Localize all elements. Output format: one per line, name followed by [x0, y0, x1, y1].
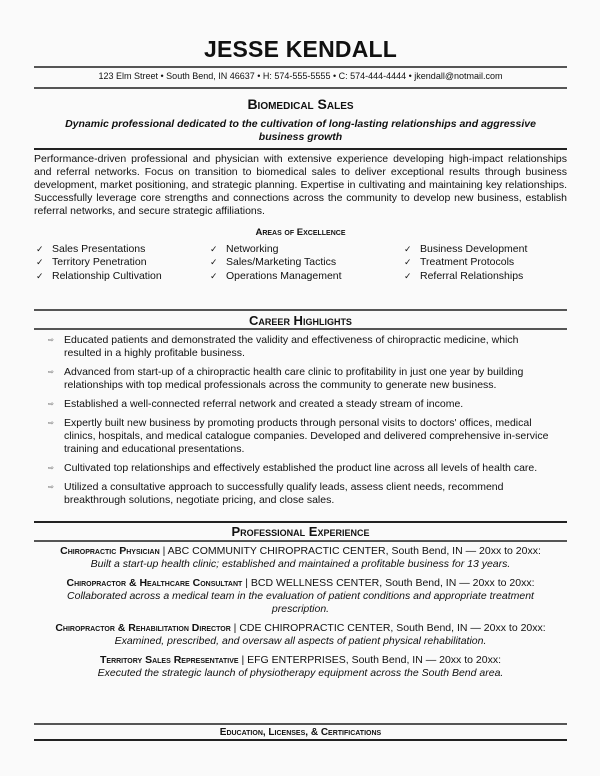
list-item: ⇨ Expertly built new business by promoting products through personal visits to doctors' offices, medical clinics, hospitals, and medical catalogue companies. Developed and delivered comprehensive in-service training and educational presentations. — [48, 417, 549, 455]
check-icon: ✓ — [404, 244, 412, 254]
list-item: ⇨ Educated patients and demonstrated the validity and effectiveness of chiropractic medicine, which resulted in a highly profitable business. — [48, 334, 519, 359]
check-icon: ✓ — [210, 244, 218, 254]
check-icon: ✓ — [404, 270, 412, 281]
aoe-item: ✓ Operations Management — [210, 269, 342, 282]
career-highlights-bottom-rule — [34, 328, 567, 330]
career-highlights-title: Career Highlights — [249, 313, 352, 328]
aoe-item: ✓ Sales/Marketing Tactics — [210, 256, 337, 269]
job-details: | BCD WELLNESS CENTER, South Bend, IN — 20xx to 20xx: — [242, 577, 535, 589]
aoe-item: ✓ Relationship Cultivation — [36, 269, 162, 282]
job-title: Chiropractor & Rehabilitation Director — [55, 622, 231, 634]
arrow-right-icon: ⇨ — [48, 401, 54, 408]
check-icon: ✓ — [404, 257, 412, 268]
check-icon: ✓ — [36, 257, 44, 268]
list-item: ⇨ Cultivated top relationships and effectively established the product line across all levels of health care. — [48, 462, 538, 474]
list-item: ⇨ Established a well-connected referral network and created a steady stream of income. — [48, 398, 464, 410]
candidate-name: JESSE KENDALL — [203, 36, 398, 62]
tagline: Dynamic professional dedicated to the cultivation of long-lasting relationships and aggressive business growth — [65, 118, 536, 143]
job-details: | CDE CHIROPRACTIC CENTER, South Bend, IN — 20xx to 20xx: — [230, 622, 546, 634]
aoe-item: ✓ Networking — [210, 243, 279, 255]
areas-of-excellence-title: Areas of Excellence — [255, 227, 346, 238]
arrow-right-icon: ⇨ — [48, 420, 54, 427]
education-bottom-rule — [34, 739, 567, 741]
check-icon: ✓ — [36, 244, 44, 254]
arrow-right-icon: ⇨ — [48, 465, 54, 472]
header-bottom-rule — [34, 87, 567, 89]
experience-bottom-rule — [34, 540, 567, 542]
education-top-rule — [34, 723, 567, 725]
career-highlights-top-rule — [34, 309, 567, 311]
check-icon: ✓ — [210, 257, 218, 268]
job-description: Collaborated across a medical team in the evaluation of patient conditions and appropriate treatment prescription. — [67, 590, 534, 615]
headline: Biomedical Sales — [247, 96, 354, 112]
job-details: | EFG ENTERPRISES, South Bend, IN — 20xx to 20xx: — [238, 654, 501, 666]
check-icon: ✓ — [36, 270, 44, 281]
job-description: Examined, prescribed, and oversaw all aspects of patient physical rehabilitation. — [114, 635, 487, 647]
arrow-right-icon: ⇨ — [48, 369, 54, 376]
aoe-column — [36, 243, 162, 283]
summary-paragraph: Performance-driven professional and physician with extensive experience developing high-impact relationships and referral networks. Focus on transition to biomedical sales to deliver exceptional results through business development, market positioning, and strategic planning. Expertise in cultivating and maintaining key relationships. Successfully leverage core strengths and connections across the community to develop new business, establish referral networks, and secure strategic affiliations. — [34, 153, 567, 217]
job-entry — [34, 577, 567, 616]
experience-list — [34, 545, 567, 686]
job-entry — [34, 545, 567, 571]
job-title: Chiropractic Physician — [60, 545, 160, 557]
job-entry — [34, 654, 567, 680]
career-highlights-list — [48, 334, 553, 513]
job-description: Executed the strategic launch of physiotherapy equipment across the South Bend area. — [97, 667, 504, 679]
arrow-right-icon: ⇨ — [48, 484, 54, 491]
job-entry — [34, 622, 567, 648]
job-title: Chiropractor & Healthcare Consultant — [66, 577, 243, 589]
experience-top-rule — [34, 521, 567, 523]
list-item: ⇨ Utilized a consultative approach to successfully qualify leads, assess client needs, recommend breakthrough solutions, negotiate pricing, and close sales. — [48, 481, 504, 506]
header-top-rule — [34, 66, 567, 68]
job-details: | ABC COMMUNITY CHIROPRACTIC CENTER, South Bend, IN — 20xx to 20xx: — [159, 545, 541, 557]
aoe-column — [210, 243, 342, 283]
aoe-column — [404, 243, 527, 283]
check-icon: ✓ — [210, 270, 218, 281]
contact-line: 123 Elm Street • South Bend, IN 46637 • H: 574-555-5555 • C: 574-444-4444 • jkendall@notmail.com — [98, 71, 503, 81]
aoe-item: ✓ Referral Relationships — [404, 269, 524, 282]
job-title: Territory Sales Representative — [99, 654, 239, 666]
aoe-item: ✓ Territory Penetration — [36, 256, 147, 269]
tagline-rule — [34, 148, 567, 150]
education-title: Education, Licenses, & Certifications — [219, 727, 382, 738]
aoe-item: ✓ Treatment Protocols — [404, 256, 515, 269]
professional-experience-title: Professional Experience — [231, 524, 370, 539]
list-item: ⇨ Advanced from start-up of a chiropractic health care clinic to profitability in just one year by building relationships with top medical professionals across the community to generate new business. — [48, 366, 524, 391]
job-description: Built a start-up health clinic; established and maintained a profitable business for 13 years. — [90, 558, 511, 570]
aoe-item: ✓ Business Development — [404, 243, 528, 255]
arrow-right-icon: ⇨ — [48, 337, 54, 344]
aoe-item: ✓ Sales Presentations — [36, 243, 146, 255]
